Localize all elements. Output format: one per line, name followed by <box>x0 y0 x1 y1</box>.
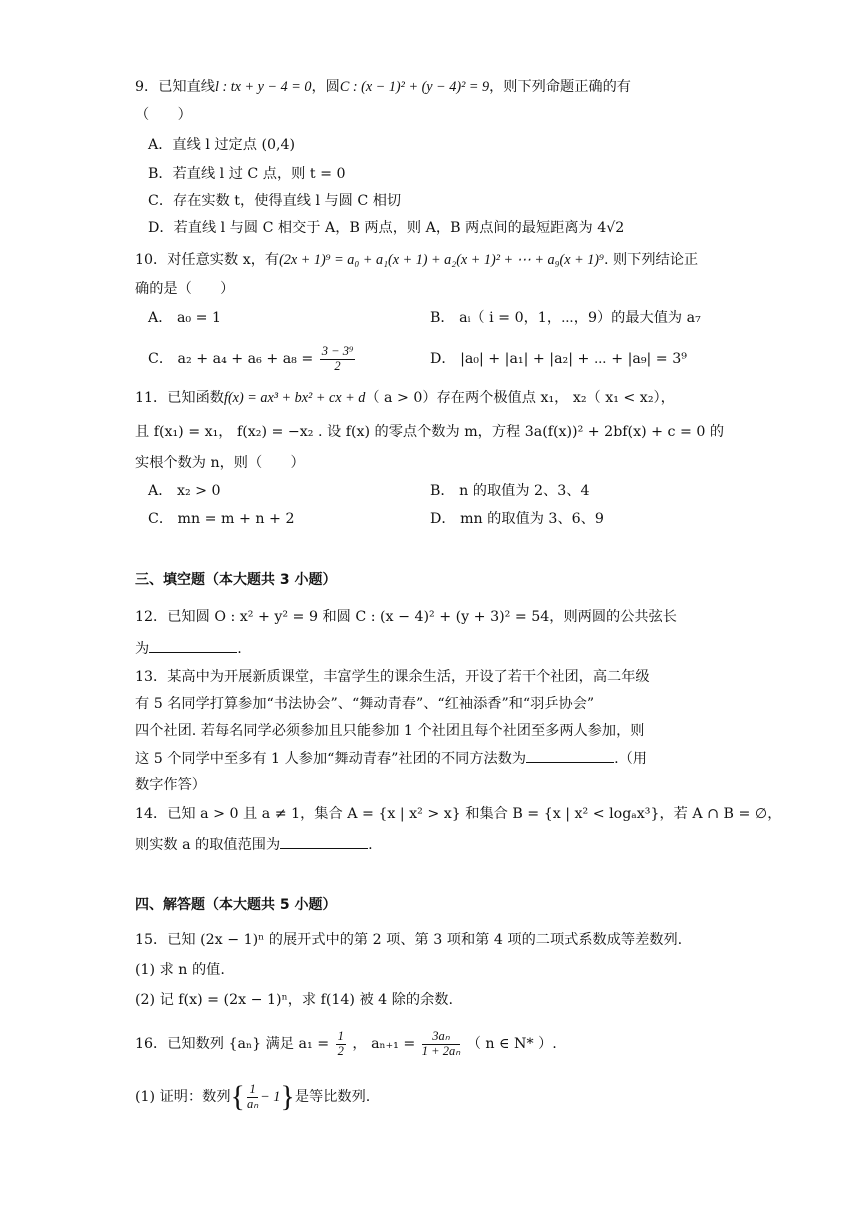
q9-answer-paren: （ ） <box>135 107 192 123</box>
fraction-denominator: aₙ <box>246 1096 259 1111</box>
q12-line1: 12．已知圆 O : x² + y² = 9 和圆 C : (x − 4)² + (y + 3)² = 54，则两圆的公共弦长 <box>135 609 677 625</box>
q12-text: 为 <box>135 641 150 657</box>
answer-blank[interactable] <box>149 638 237 653</box>
q13-line2: 有 5 名同学打算参加“书法协会”、“舞动青春”、“红袖添香”和“羽乒协会” <box>135 696 595 712</box>
q16-part1-fraction <box>247 1083 258 1110</box>
q10-stem-line2: 确的是（ ） <box>135 281 235 297</box>
q10-stem <box>135 250 698 270</box>
q13-line4 <box>135 748 647 769</box>
q9-stem <box>135 77 631 97</box>
section-heading-solutions: 四、解答题（本大题共 5 小题） <box>135 897 337 913</box>
answer-blank[interactable] <box>280 834 368 849</box>
q15-part2: (2) 记 f(x) = (2x − 1)ⁿ，求 f(14) 被 4 除的余数. <box>135 992 453 1008</box>
q9-option-d: D．若直线 l 与圆 C 相交于 A，B 两点，则 A，B 两点间的最短距离为 4√2 <box>148 220 625 236</box>
q10-option-c-fraction <box>320 345 356 372</box>
q9-line-equation: l : tx + y − 4 = 0 <box>214 79 312 95</box>
q16-part1-tail: − 1 <box>260 1089 281 1105</box>
left-brace: { <box>230 1080 245 1113</box>
q13-text: 这 5 个同学中至多有 1 人参加“舞动青春”社团的不同方法数为 <box>135 751 527 767</box>
answer-blank[interactable] <box>526 748 614 763</box>
fraction-numerator: 1 <box>247 1083 258 1097</box>
fraction-numerator: 1 <box>337 1029 344 1044</box>
q16-stem-text-2: ， aₙ₊₁ = <box>352 1036 416 1052</box>
q9-option-a: A．直线 l 过定点 (0,4) <box>148 137 296 153</box>
q10-option-c-text: C． a₂ + a₄ + a₆ + a₈ = <box>148 351 314 367</box>
q10-stem-text-2: . 则下列结论正 <box>603 252 699 268</box>
fraction-numerator: 3 − 3⁹ <box>321 344 354 359</box>
q11-stem-line2: 且 f(x₁) = x₁， f(x₂) = −x₂ . 设 f(x) 的零点个数为 m，方程 3a(f(x))² + 2bf(x) + c = 0 的 <box>135 424 725 440</box>
q9-option-c: C．存在实数 t，使得直线 l 与圆 C 相切 <box>148 193 402 209</box>
q13-line3: 四个社团. 若每名同学必须参加且只能参加 1 个社团且每个社团至多两人参加，则 <box>135 723 645 739</box>
q11-option-b: B． n 的取值为 2、3、4 <box>430 483 590 499</box>
fraction-denominator: 2 <box>334 358 341 373</box>
fraction-denominator: 2 <box>337 1043 344 1058</box>
q11-stem <box>135 388 675 408</box>
q10-option-a: A． a₀ = 1 <box>148 310 222 326</box>
fraction-numerator: 3aₙ <box>422 1030 460 1044</box>
q14-period: . <box>368 837 373 853</box>
q9-option-b: B．若直线 l 过 C 点，则 t = 0 <box>148 166 346 182</box>
q16-part1 <box>135 1075 370 1119</box>
fraction-denominator: 1 + 2aₙ <box>421 1043 461 1058</box>
q10-option-b: B． aᵢ（ i = 0，1，⋯，9）的最大值为 a₇ <box>430 310 701 326</box>
q14-text: 则实数 a 的取值范围为 <box>135 837 281 853</box>
q13-line1: 13．某高中为开展新质课堂，丰富学生的课余生活，开设了若干个社团，高二年级 <box>135 669 650 685</box>
q12-line2 <box>135 638 242 659</box>
q14-line1: 14．已知 a > 0 且 a ≠ 1，集合 A = {x | x² > x} 和集合 B = {x | x² < logₐx³}，若 A ∩ B = ∅， <box>135 806 782 822</box>
q10-stem-text: 10．对任意实数 x，有 <box>135 252 280 268</box>
q16-stem <box>135 1024 557 1064</box>
q10-option-c <box>148 340 357 378</box>
section-heading-fill-in: 三、填空题（本大题共 3 小题） <box>135 572 337 588</box>
q13-line5: 数字作答） <box>135 777 206 793</box>
q11-stem-text: 11．已知函数 <box>135 390 224 406</box>
q9-stem-text-2: ，圆 <box>311 79 340 95</box>
q11-option-d: D． mn 的取值为 3、6、9 <box>430 511 604 527</box>
q11-option-c: C． mn = m + n + 2 <box>148 511 295 527</box>
q16-recurrence-fraction <box>422 1030 460 1057</box>
right-brace: } <box>280 1080 295 1113</box>
q10-option-d: D． |a₀| + |a₁| + |a₂| + ⋯ + |a₉| = 3⁹ <box>430 351 687 367</box>
q15-part1: (1) 求 n 的值. <box>135 962 225 978</box>
q15-line1: 15．已知 (2x − 1)ⁿ 的展开式中的第 2 项、第 3 项和第 4 项的二项式系数成等差数列. <box>135 932 683 948</box>
q10-expansion: (2x + 1)⁹ = a₀ + a₁(x + 1) + a₂(x + 1)² + ⋯ + a₉(x + 1)⁹ <box>279 252 604 268</box>
q12-period: . <box>237 641 242 657</box>
q9-stem-text-3: ，则下列命题正确的有 <box>489 79 631 95</box>
q16-stem-text: 16．已知数列 {aₙ} 满足 a₁ = <box>135 1036 330 1052</box>
q11-function: f(x) = ax³ + bx² + cx + d <box>224 390 366 406</box>
q9-stem-text: 9．已知直线 <box>135 79 215 95</box>
q16-stem-text-3: （ n ∈ N* ）. <box>466 1036 557 1052</box>
q11-stem-line3: 实根个数为 n，则（ ） <box>135 455 305 471</box>
q13-tail: .（用 <box>614 751 647 767</box>
q9-circle-equation: C : (x − 1)² + (y − 4)² = 9 <box>339 79 490 95</box>
q16-part1-suffix: 是等比数列. <box>294 1089 371 1105</box>
q14-line2 <box>135 834 373 855</box>
q16-part1-text: (1) 证明：数列 <box>135 1089 231 1105</box>
q16-a1-fraction <box>336 1030 346 1057</box>
q11-stem-text-2: （ a > 0）存在两个极值点 x₁， x₂（ x₁ < x₂）， <box>365 390 675 406</box>
q11-option-a: A． x₂ > 0 <box>148 483 221 499</box>
